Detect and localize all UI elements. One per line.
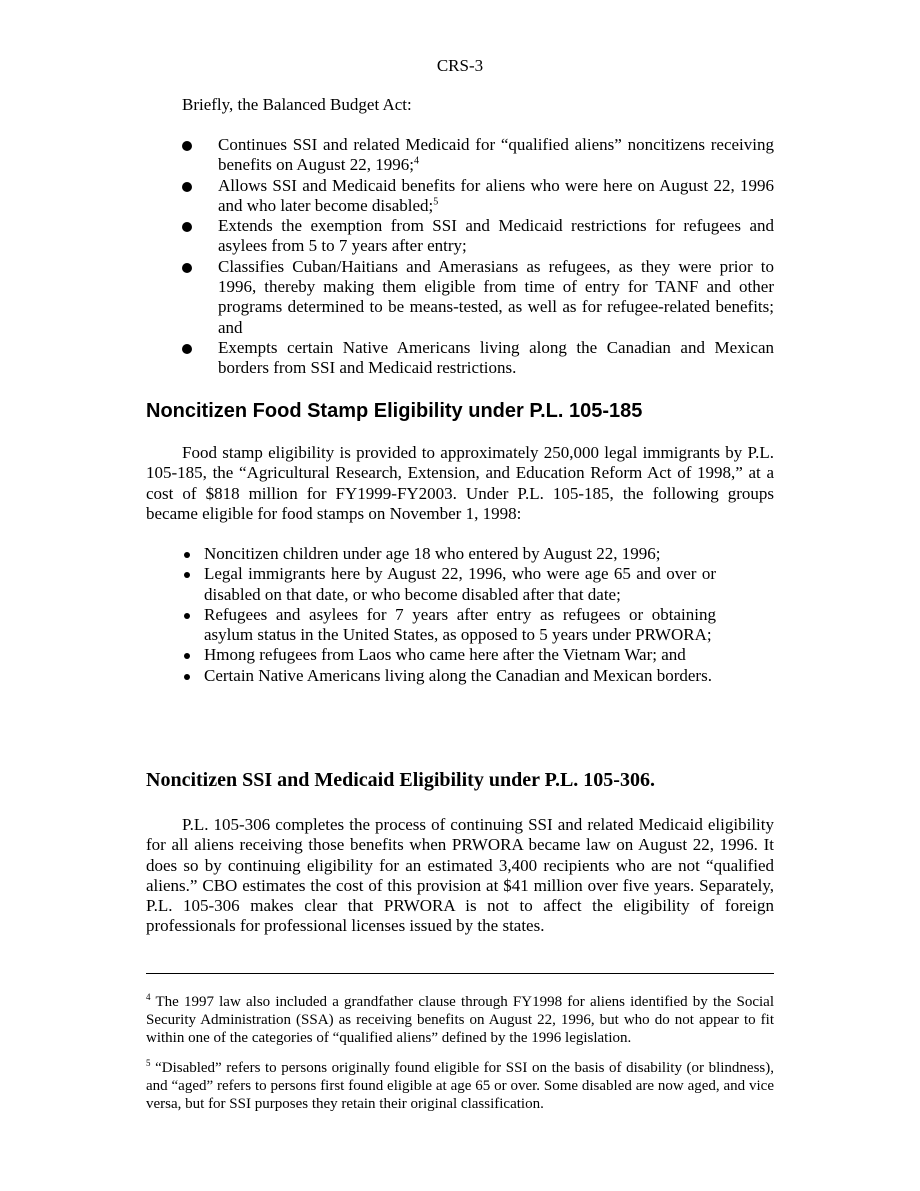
- footnote-number: 5: [146, 1058, 151, 1068]
- list-item-text: Noncitizen children under age 18 who entered by August 22, 1996;: [204, 544, 661, 563]
- list-item: [182, 544, 716, 564]
- food-stamps-list: [182, 544, 716, 686]
- list-item: [182, 216, 774, 257]
- list-item-text: Classifies Cuban/Haitians and Amerasians as refugees, as they were prior to 1996, thereby making them eligible from time of entry for TANF and other programs determined to be means-tested, as well as for refugee-related benefits; and: [218, 256, 774, 337]
- bullet-icon: [182, 222, 192, 232]
- bullet-icon: [182, 182, 192, 192]
- list-item-text: Certain Native Americans living along the Canadian and Mexican borders.: [204, 665, 712, 685]
- list-item: [182, 645, 716, 665]
- bullet-icon: [184, 572, 190, 578]
- footnote-number: 4: [146, 992, 151, 1002]
- list-item: [182, 176, 774, 217]
- list-item: [182, 564, 716, 605]
- list-item: [182, 135, 774, 176]
- list-item-text: Refugees and asylees for 7 years after entry as refugees or obtaining asylum status in the United States, as opposed to 5 years under PRWORA;: [204, 604, 716, 645]
- list-item: [182, 257, 774, 338]
- footnote-text: “Disabled” refers to persons originally found eligible for SSI on the basis of disability (or blindness), and “aged” refers to persons first found eligible at age 65 or over. Some disabled are now aged, and vice versa, but for SSI purposes they retain their original classification.: [146, 1060, 774, 1112]
- list-item-text: Extends the exemption from SSI and Medicaid restrictions for refugees and asylees from 5 to 7 years after entry;: [218, 216, 774, 256]
- list-item-text: Exempts certain Native Americans living along the Canadian and Mexican borders from SSI and Medicaid restrictions.: [218, 337, 774, 378]
- list-item-text: Continues SSI and related Medicaid for “qualified aliens” noncitizens receiving benefits on August 22, 1996;: [218, 135, 774, 175]
- footnote-reference[interactable]: 4: [413, 155, 419, 167]
- balanced-budget-act-list: [182, 135, 774, 379]
- bullet-icon: [184, 674, 190, 680]
- bullet-icon: [182, 344, 192, 354]
- bullet-icon: [184, 552, 190, 558]
- footnote-divider: [146, 973, 774, 974]
- footnote-4: [146, 993, 774, 1047]
- food-stamps-paragraph: Food stamp eligibility is provided to approximately 250,000 legal immigrants by P.L. 105-185, the “Agricultural Research, Extension, and Education Reform Act of 1998,” at a cost of $818 million for FY1999-FY2003. Under P.L. 105-185, the following groups became eligible for food stamps on November 1, 1998:: [146, 443, 774, 523]
- intro-text: Briefly, the Balanced Budget Act:: [182, 95, 412, 114]
- footnote-5: [146, 1059, 774, 1113]
- footnote-text: The 1997 law also included a grandfather clause through FY1998 for aliens identified by the Social Security Administration (SSA) as receiving benefits on August 22, 1996, but who do not appear to fit within one of the categories of “qualified aliens” defined by the 1996 legislation.: [146, 994, 775, 1046]
- list-item-text: Hmong refugees from Laos who came here after the Vietnam War; and: [204, 645, 686, 665]
- list-item: [182, 605, 716, 646]
- list-item: [182, 338, 774, 379]
- bullet-icon: [182, 263, 192, 273]
- bullet-icon: [182, 141, 192, 151]
- bullet-icon: [184, 653, 190, 659]
- section-heading-food-stamps: Noncitizen Food Stamp Eligibility under P.L. 105-185: [146, 400, 643, 422]
- page-header: CRS-3: [436, 56, 484, 75]
- list-item-text: Legal immigrants here by August 22, 1996, who were age 65 and over or disabled on that date, or who become disabled after that date;: [204, 564, 716, 604]
- footnote-reference[interactable]: 5: [433, 196, 439, 208]
- section-heading-ssi-medicaid: Noncitizen SSI and Medicaid Eligibility under P.L. 105-306.: [146, 769, 655, 791]
- bullet-icon: [184, 613, 190, 619]
- list-item-text: Allows SSI and Medicaid benefits for aliens who were here on August 22, 1996 and who later become disabled;: [218, 175, 774, 215]
- list-item: [182, 666, 716, 686]
- ssi-medicaid-paragraph: P.L. 105-306 completes the process of continuing SSI and related Medicaid eligibility for all aliens receiving those benefits when PRWORA became law on August 22, 1996. It does so by continuing eligibility for an estimated 3,400 recipients who are not “qualified aliens.” CBO estimates the cost of this provision at $41 million over five years. Separately, P.L. 105-306 makes clear that PRWORA is not to affect the eligibility of foreign professionals for professional licenses issued by the states.: [146, 815, 774, 936]
